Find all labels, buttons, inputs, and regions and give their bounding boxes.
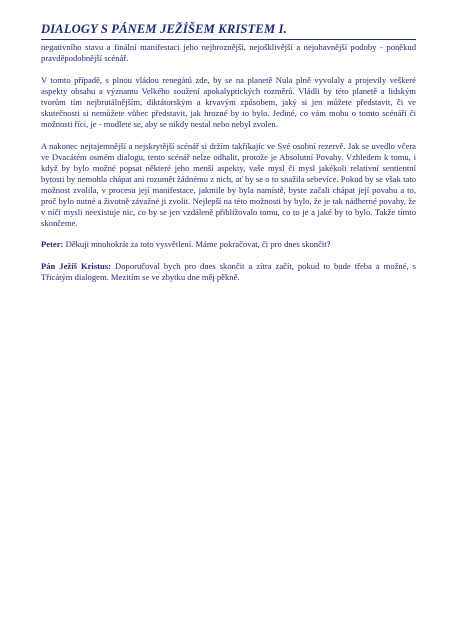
- dialogue-jesus: [41, 261, 416, 283]
- paragraph-scenario-renegades: [41, 75, 416, 130]
- dialogue-text: Děkuji mnohokrát za toto vysvětlení. Máme pokračovat, či pro dnes skončit?: [65, 239, 331, 250]
- paragraph-secret-scenario: [41, 141, 416, 229]
- speaker-name: Peter:: [41, 239, 64, 250]
- paragraph-text: A nakonec nejtajemnější a nejskrytější scénář si držím takříkajíc ve Své osobní rezervě. Jak se uvedlo včera ve Dvacátém osmém dialogu, tento scénář nelze odhalit, protože je Absolutní Povahy. Vzhledem k tomu, i když by bylo možné popsat některé jeho menší aspekty, vaše mysl či mysl jakékoli relativní sentientní bytosti by nemohla chápat ani rozumět žádnému z nich, ať by se o to snažila sebevíce. Pokud by se však tato možnost zvolila, v procesu její manifestace, jakmile by byla namístě, byste začali chápat její povahu a to, proč bylo nutné a životně závažné ji zvolit. Nejlepší na této možnosti by bylo, že je tak nádherné povahy, že v níčí mysli neexistuje nic, co by se jen vzdáleně přibližovalo tomu, co to je a jaké by to bylo. Takže tímto skončeme.: [41, 140, 416, 228]
- paragraph-text: V tomto případě, s plnou vládou renegátů zde, by se na planetě Nula plně vyvolaly a projevily veškeré aspekty obsahu a významu Velkého soužení apokalyptických rozměrů. Vládli by této planetě a lidským tvorům tím nejbrutálnějším, diktátorským a krvavým způsobem, jaký si jen můžete představit, či ve skutečnosti si nemůžete vůbec představit, jak hrozné by to bylo. Jediné, co vám mohu o tomto scénáři či možnosti říci, je - modlete se, aby se nikdy nestal nebo nebyl zvolen.: [41, 74, 416, 129]
- paragraph-text: negativního stavu a finální manifestaci jeho nejhroznější, nejošklivější a nejohavnější podoby - poněkud pravděpodobnější scénář.: [41, 42, 416, 64]
- dialogue-peter: [41, 239, 416, 250]
- paragraph-continuation: [41, 42, 416, 64]
- document-page: [41, 22, 416, 294]
- document-body: [41, 42, 416, 283]
- speaker-name: Pán Ježíš Kristus:: [41, 261, 112, 272]
- running-header: DIALOGY S PÁNEM JEŽÍŠEM KRISTEM I.: [41, 22, 416, 40]
- dialogue-text: Doporučoval bych pro dnes skončit a zítra začít, pokud to bude třeba a možné, s Třicátým dialogem. Mezitím se ve zbytku dne měj pěkně.: [41, 261, 417, 283]
